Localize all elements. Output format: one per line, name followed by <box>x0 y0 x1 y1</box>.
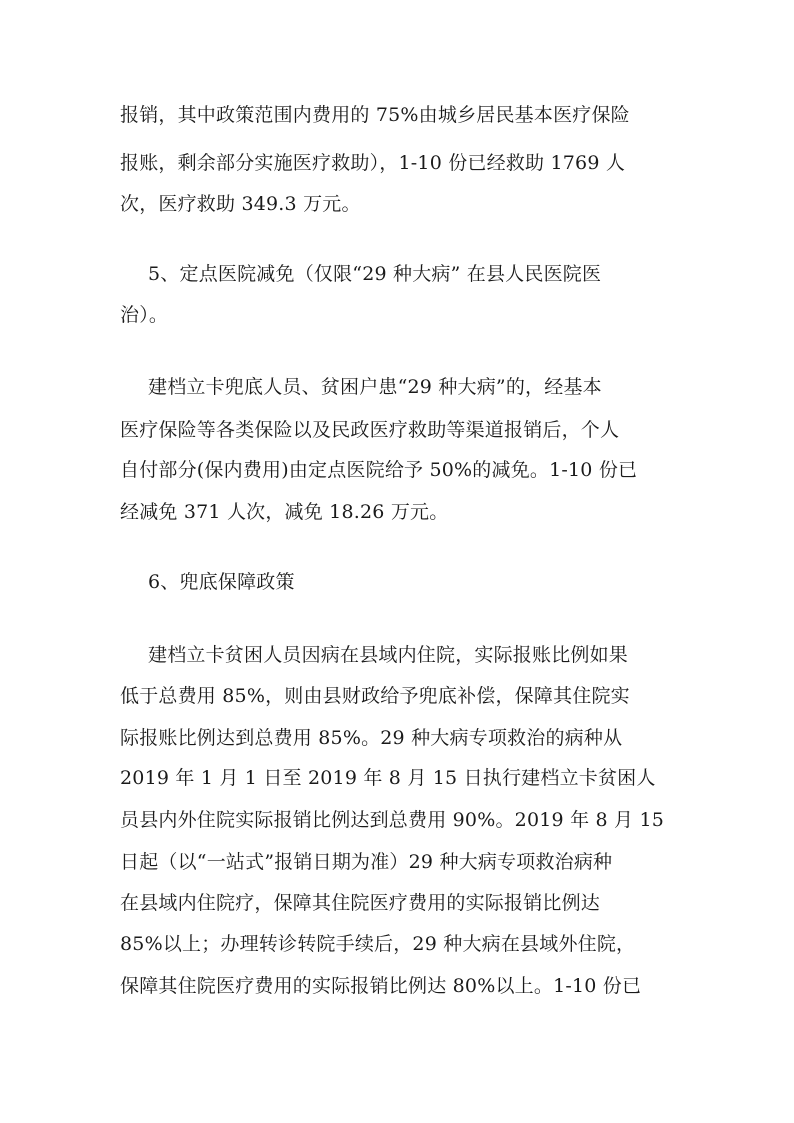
section-heading: 5、定点医院减免（仅限“29 种大病” 在县人民医院医 <box>148 263 602 285</box>
text-line: 低于总费用 85%，则由县财政给予兜底补偿，保障其住院实 <box>120 685 630 707</box>
text-line: 2019 年 1 月 1 日至 2019 年 8 月 15 日执行建档立卡贫困人 <box>120 767 656 789</box>
text-line: 报账，剩余部分实施医疗救助），1-10 份已经救助 1769 人 <box>120 152 626 174</box>
text-line: 保障其住院医疗费用的实际报销比例达 80%以上。1-10 份已 <box>120 975 642 997</box>
text-line: 经减免 371 人次，减免 18.26 万元。 <box>120 501 449 523</box>
text-line: 治）。 <box>120 304 169 326</box>
text-line: 报销，其中政策范围内费用的 75%由城乡居民基本医疗保险 <box>120 104 630 126</box>
section-heading: 6、兜底保障政策 <box>148 571 295 593</box>
text-line: 次，医疗救助 349.3 万元。 <box>120 193 361 215</box>
text-line: 建档立卡贫困人员因病在县域内住院，实际报账比例如果 <box>148 644 629 666</box>
text-line: 建档立卡兜底人员、贫困户患“29 种大病”的，经基本 <box>148 376 602 398</box>
text-line: 85%以上；办理转诊转院手续后，29 种大病在县域外住院， <box>120 933 636 955</box>
text-line: 在县域内住院疗，保障其住院医疗费用的实际报销比例达 <box>120 892 601 914</box>
text-line: 员县内外住院实际报销比例达到总费用 90%。2019 年 8 月 15 <box>120 809 665 831</box>
text-line: 医疗保险等各类保险以及民政医疗救助等渠道报销后，个人 <box>120 419 620 441</box>
text-line: 际报账比例达到总费用 85%。29 种大病专项救治的病种从 <box>120 727 623 749</box>
text-line: 日起（以“一站式”报销日期为准）29 种大病专项救治病种 <box>120 851 613 873</box>
text-line: 自付部分(保内费用)由定点医院给予 50%的减免。1-10 份已 <box>120 459 638 481</box>
